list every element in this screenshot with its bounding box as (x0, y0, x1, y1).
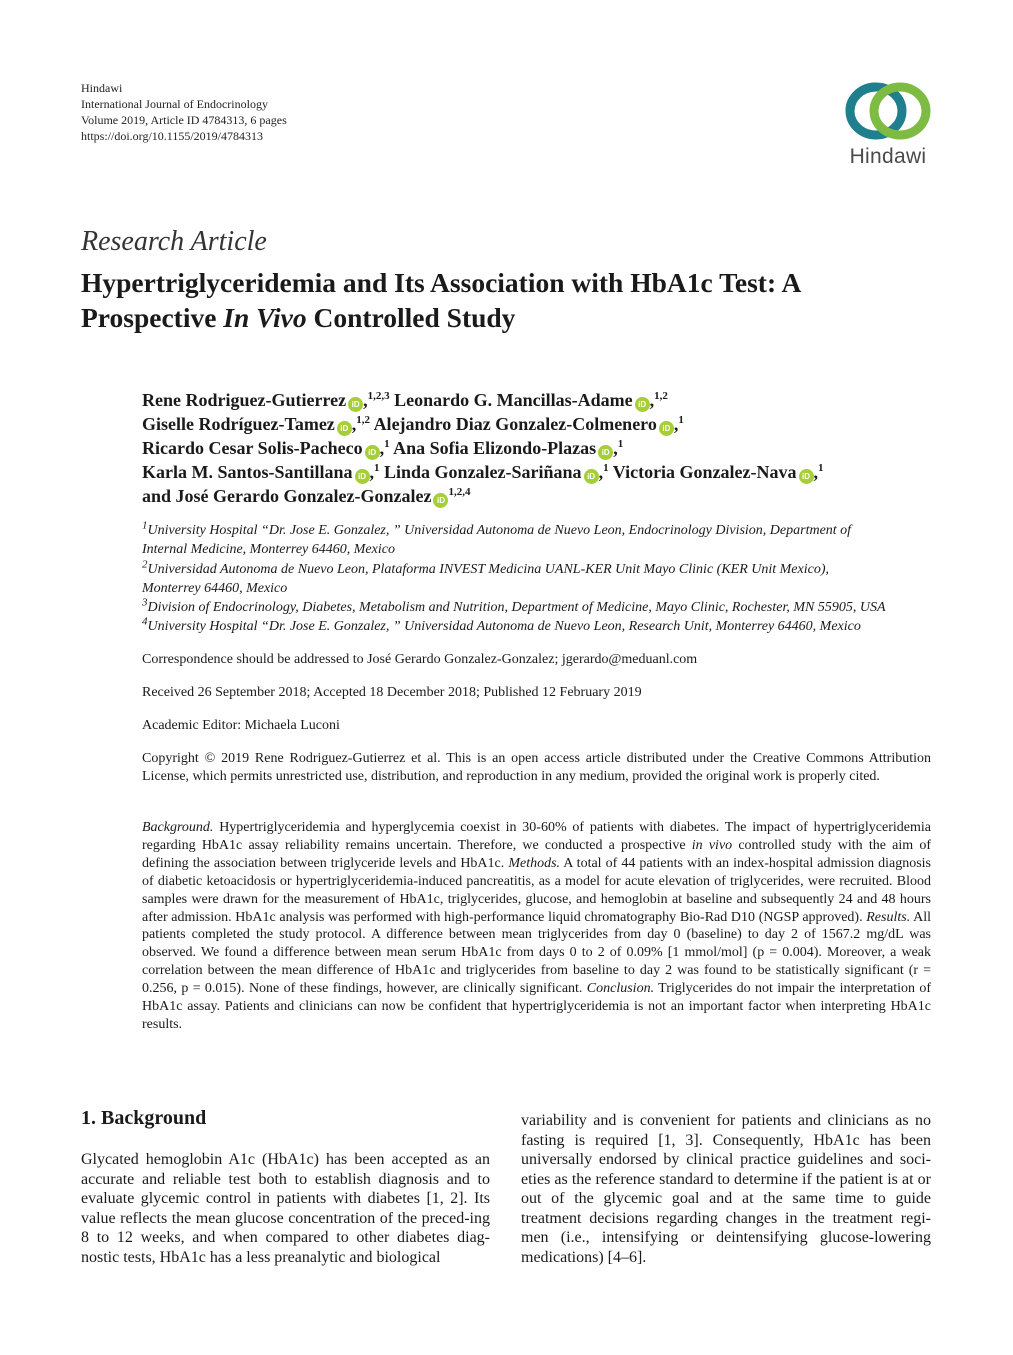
orcid-icon[interactable]: iD (635, 397, 650, 412)
author[interactable]: Karla M. Santos-Santillana iD ,$^1$ (142, 462, 380, 482)
orcid-icon[interactable]: iD (365, 445, 380, 460)
orcid-icon[interactable]: iD (799, 469, 814, 484)
correspondence: Correspondence should be addressed to José Gerardo Gonzalez-Gonzalez; jgerardo@meduanl.com (142, 652, 698, 667)
author[interactable]: Linda Gonzalez-Sariñana iD ,$^1$ (384, 462, 609, 482)
affiliation: $^4$University Hospital “Dr. Jose E. Gonzalez, ” Universidad Autonoma de Nuevo Leon, Research Unit, Monterrey 64460, Mexico (142, 615, 861, 635)
body-text-right: variability and is convenient for patients and clinicians as no fasting is required [1, 3]. Consequently, HbA1c has been universally endorsed by clinical practice guidelines and soci-eties as the reference standard to determine if the patient is at or out of the glycemic goal and at the same time to guide treatment decisions regarding changes in the treatment regi-men (i.e., intensifying or deintensifying glucose-lowering medications) [4–6]. (521, 1112, 931, 1266)
title-italic: In Vivo (223, 302, 307, 333)
hindawi-logo-text: Hindawi (849, 145, 927, 168)
author[interactable]: Alejandro Diaz Gonzalez-Colmenero iD ,$^1$ (373, 414, 684, 434)
dates: Received 26 September 2018; Accepted 18 December 2018; Published 12 February 2019 (142, 685, 642, 700)
affiliations (142, 521, 942, 637)
article-type: Research Article (81, 226, 267, 257)
orcid-icon[interactable]: iD (659, 421, 674, 436)
academic-editor: Academic Editor: Michaela Luconi (142, 718, 340, 733)
publisher-name: Hindawi (81, 81, 123, 95)
author[interactable]: Ana Sofia Elizondo-Plazas iD ,$^1$ (393, 438, 624, 458)
title-part-1: Hypertriglyceridemia and Its Association with HbA1c Test: A Prospective (81, 267, 800, 333)
author[interactable]: Victoria Gonzalez-Nava iD ,$^1$ (612, 462, 824, 482)
author[interactable]: Giselle Rodríguez-Tamez iD ,$^{1,2}$ (142, 414, 371, 434)
orcid-icon[interactable]: iD (598, 445, 613, 460)
affiliation: $^1$University Hospital “Dr. Jose E. Gonzalez, ” Universidad Autonoma de Nuevo Leon, Endocrinology Division, Department of Internal Medicine, Monterrey 64460, Mexico (142, 519, 852, 558)
author[interactable]: Rene Rodriguez-Gutierrez iD ,$^{1,2,3}$ (142, 390, 390, 410)
orcid-icon[interactable]: iD (433, 493, 448, 508)
author[interactable]: and José Gerardo Gonzalez-Gonzalez iD$^{1,2,4}$ (142, 486, 471, 506)
author[interactable]: Leonardo G. Mancillas-Adame iD ,$^{1,2}$ (394, 390, 668, 410)
journal-name: International Journal of Endocrinology (81, 97, 268, 111)
and-word: and (142, 486, 176, 506)
author[interactable]: Ricardo Cesar Solis-Pacheco iD ,$^1$ (142, 438, 390, 458)
doi-link[interactable]: https://doi.org/10.1155/2019/4784313 (81, 129, 264, 143)
affiliation: $^2$Universidad Autonoma de Nuevo Leon, Plataforma INVEST Medicina UANL-KER Unit Mayo Clinic (KER Unit Mexico), Monterrey 64460, Mexico (142, 557, 830, 596)
orcid-icon[interactable]: iD (337, 421, 352, 436)
journal-info (81, 80, 287, 144)
body-text-left: Glycated hemoglobin A1c (HbA1c) has been accepted as an accurate and reliable test both to establish diagnosis and to evaluate glycemic control in patients with diabetes [1, 2]. Its value reflects the mean glucose concentration of the preced-ing 8 to 12 weeks, and when compared to other diabetes diag-nostic tests, HbA1c has a less preanalytic and biological (81, 1151, 490, 1266)
orcid-icon[interactable]: iD (348, 397, 363, 412)
abstract: Background. Hypertriglyceridemia and hyperglycemia coexist in 30-60% of patients with diabetes. The impact of hypertriglyceridemia regarding HbA1c assay reliability remains uncertain. Therefore, we conducted a prospective in vivo controlled study with the aim of defining the association between triglyceride levels and HbA1c. Methods. A total of 44 patients with an index-hospital admission diagnosis of diabetic ketoacidosis or hypertriglyceridemia-induced pancreatitis, as a model for acute elevation of triglycerides, were recruited. Blood samples were drawn for the measurement of HbA1c, triglycerides, glucose, and hemoglobin at baseline and subsequently 24 and 48 hours after admission. HbA1c analysis was performed with high-performance liquid chromatography Bio-Rad D10 (NGSP approved). Results. All patients completed the study protocol. A difference between mean triglycerides from day 0 (baseline) to day 2 of 1567.2 mg/dL was observed. We found a difference between mean serum HbA1c from days 0 to 2 of 0.09% [1 mmol/mol] (p = 0.004). Moreover, a weak correlation between the mean difference of HbA1c and triglycerides from baseline to day 2 was found to be statistically significant (r = 0.256, p = 0.015). None of these findings, however, are clinically significant. Conclusion. Triglycerides do not impair the interpretation of HbA1c assay. Patients and clinicians can now be confident that hypertriglyceridemia is not an important factor when interpreting HbA1c results. (142, 820, 932, 1032)
affiliation: $^3$Division of Endocrinology, Diabetes, Metabolism and Nutrition, Department of Medicine, Mayo Clinic, Rochester, MN 55905, USA (142, 596, 886, 616)
copyright-notice: Copyright © 2019 Rene Rodriguez-Gutierrez et al. This is an open access article distributed under the Creative Commons Attribution License, which permits unrestricted use, distribution, and reproduction in any medium, provided the original work is properly cited. (142, 751, 931, 784)
orcid-icon[interactable]: iD (355, 469, 370, 484)
article-title (81, 265, 941, 335)
title-part-2: Controlled Study (306, 302, 516, 333)
volume-info: Volume 2019, Article ID 4784313, 6 pages (81, 113, 287, 127)
author-list (142, 388, 942, 508)
orcid-icon[interactable]: iD (584, 469, 599, 484)
section-heading: 1. Background (81, 1107, 207, 1129)
